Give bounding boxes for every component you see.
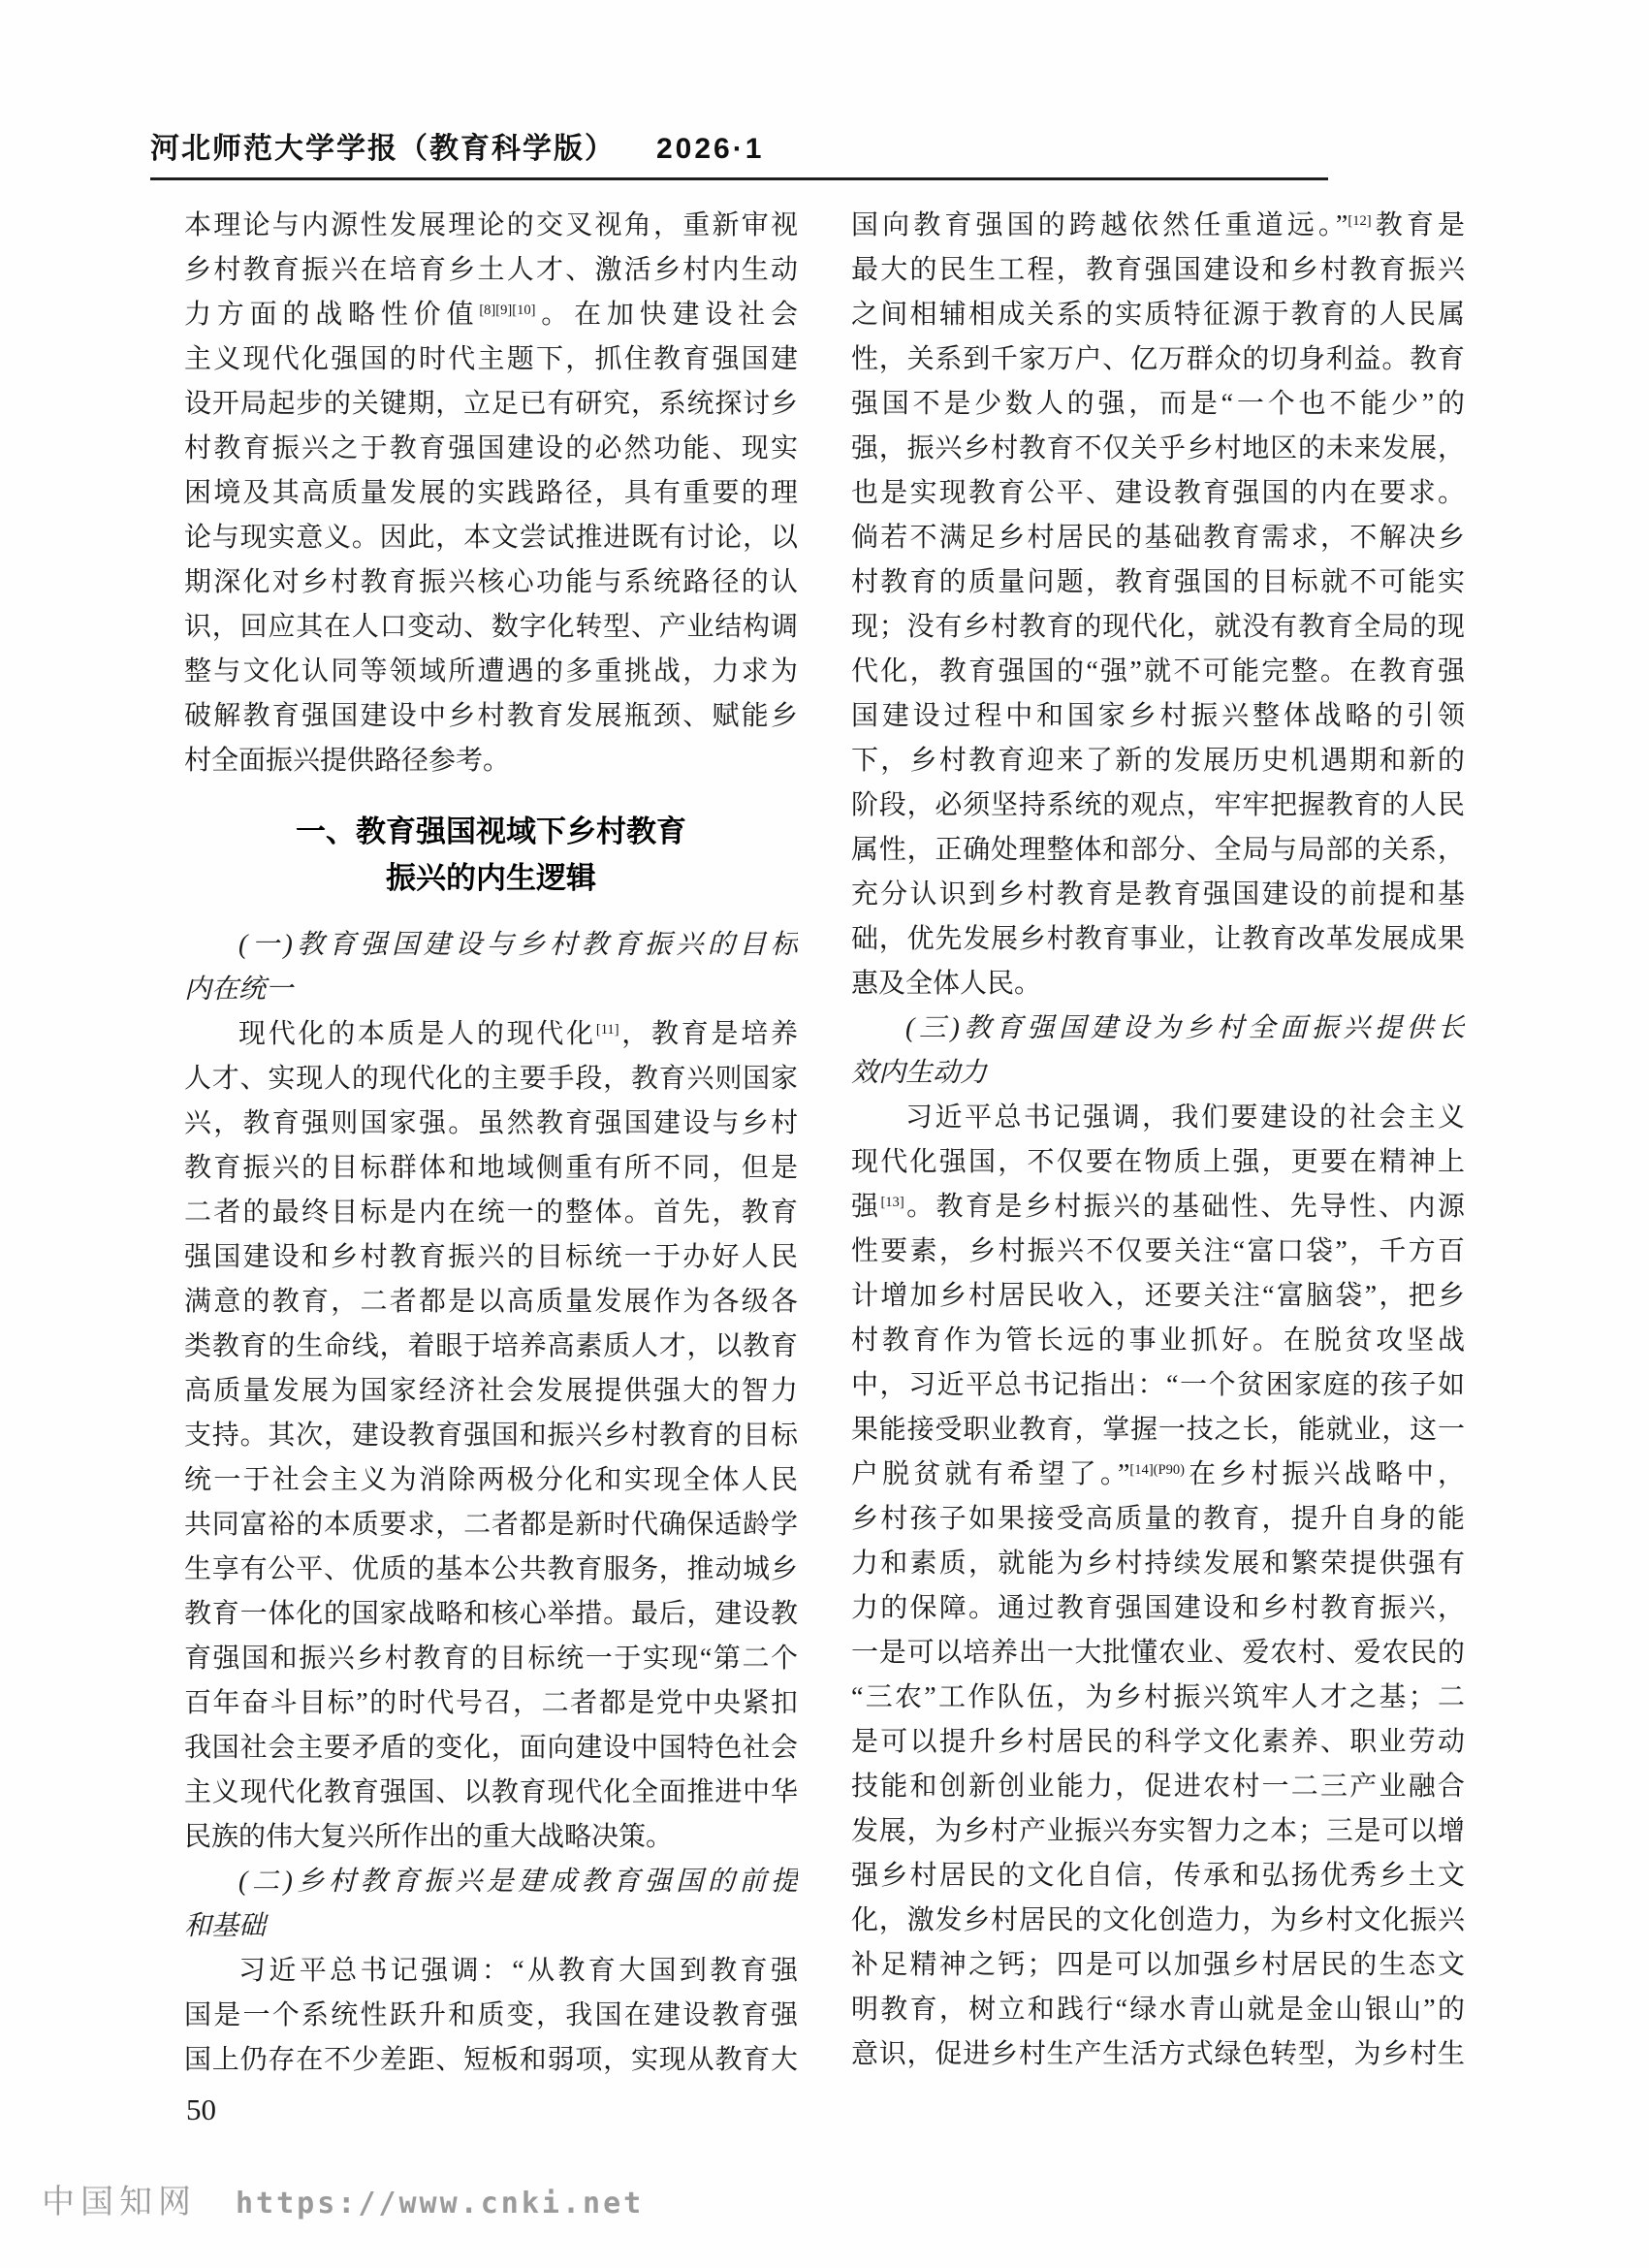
- text-line: 现代化强国，不仅要在物质上强，更要在精神上: [851, 1147, 1465, 1177]
- text-line: 属性，正确处理整体和部分、全局与局部的关系，: [851, 835, 1465, 865]
- text-line: 困境及其高质量发展的实践路径，具有重要的理: [184, 478, 798, 508]
- text-line: 育强国和振兴乡村教育的目标统一于实现“第二个: [184, 1644, 798, 1674]
- text-line: 人才、实现人的现代化的主要手段，教育兴则国家: [184, 1064, 798, 1094]
- left-column-top-text: [184, 204, 798, 783]
- text-line: 计增加乡村居民收入，还要关注“富脑袋”，把乡: [851, 1281, 1465, 1311]
- text-line: (三)教育强国建设为乡村全面振兴提供长: [905, 1013, 1465, 1043]
- text-line: 强国不是少数人的强，而是“一个也不能少”的: [851, 389, 1465, 419]
- text-line: 民族的伟大复兴所作出的重大战略决策。: [184, 1822, 674, 1852]
- journal-header: [150, 124, 764, 167]
- text-line: 础，优先发展乡村教育事业，让教育改革发展成果: [851, 924, 1465, 954]
- text-line: 补足精神之钙；四是可以加强乡村居民的生态文: [851, 1950, 1465, 1980]
- text-line: 满意的教育，二者都是以高质量发展作为各级各: [184, 1287, 798, 1317]
- text-line: 果能接受职业教育，掌握一技之长，能就业，这一: [851, 1415, 1465, 1445]
- text-line: (一)教育强国建设与乡村教育振兴的目标: [238, 930, 798, 960]
- text-line: 百年奋斗目标”的时代号召，二者都是党中央紧扣: [184, 1688, 798, 1718]
- text-line: 高质量发展为国家经济社会发展提供强大的智力: [184, 1376, 798, 1406]
- text-line: 强国建设和乡村教育振兴的目标统一于办好人民: [184, 1242, 798, 1272]
- text-line: 主义现代化强国的时代主题下，抓住教育强国建: [184, 344, 798, 374]
- text-line: 内在统一: [184, 974, 294, 1005]
- cnki-url-text: https://www.cnki.net: [236, 2187, 645, 2220]
- text-line: 共同富裕的本质要求，二者都是新时代确保适龄学: [184, 1510, 798, 1540]
- text-line: 性，关系到千家万户、亿万群众的切身利益。教育: [851, 344, 1465, 374]
- text-line: 强，振兴乡村教育不仅关乎乡村地区的未来发展，: [851, 433, 1465, 463]
- text-line: 村教育振兴之于教育强国建设的必然功能、现实: [184, 433, 798, 463]
- text-line: 强乡村居民的文化自信，传承和弘扬优秀乡土文: [851, 1861, 1465, 1891]
- journal-title: 河北师范大学学报（教育科学版）: [150, 133, 616, 165]
- text-line: 化，激发乡村居民的文化创造力，为乡村文化振兴: [851, 1905, 1465, 1935]
- text-line: 支持。其次，建设教育强国和振兴乡村教育的目标: [184, 1421, 798, 1451]
- text-line: 是可以提升乡村居民的科学文化素养、职业劳动: [851, 1727, 1465, 1757]
- text-line: 主义现代化教育强国、以教育现代化全面推进中华: [184, 1777, 798, 1807]
- text-line: 论与现实意义。因此，本文尝试推进既有讨论，以: [184, 523, 798, 553]
- text-line: 技能和创新创业能力，促进农村一二三产业融合: [851, 1772, 1465, 1802]
- text-line: 习近平总书记强调：“从教育大国到教育强: [238, 1956, 798, 1986]
- text-line: 意识，促进乡村生产生活方式绿色转型，为乡村生: [851, 2039, 1465, 2069]
- text-line: “三农”工作队伍，为乡村振兴筑牢人才之基；二: [851, 1682, 1465, 1712]
- cnki-watermark: [42, 2175, 644, 2222]
- text-line: 下，乡村教育迎来了新的发展历史机遇期和新的: [851, 746, 1465, 776]
- text-line: 现；没有乡村教育的现代化，就没有教育全局的现: [851, 612, 1465, 642]
- text-line: 代化，教育强国的“强”就不可能完整。在教育强: [851, 656, 1465, 687]
- text-line: 村教育的质量问题，教育强国的目标就不可能实: [851, 567, 1465, 597]
- page-number: 50: [186, 2092, 216, 2126]
- text-line: 效内生动力: [851, 1058, 988, 1088]
- text-line: 国建设过程中和国家乡村振兴整体战略的引领: [851, 701, 1465, 731]
- text-line: 教育振兴的目标群体和地域侧重有所不同，但是: [184, 1153, 798, 1183]
- text-line: 统一于社会主义为消除两极分化和实现全体人民: [184, 1465, 798, 1495]
- text-line: 乡村教育振兴在培育乡土人才、激活乡村内生动: [184, 255, 798, 285]
- cnki-brand-label: 中国知网: [42, 2185, 197, 2220]
- text-line: 阶段，必须坚持系统的观点，牢牢把握教育的人民: [851, 790, 1465, 820]
- text-line: 和基础: [184, 1911, 267, 1941]
- text-line: 乡村孩子如果接受高质量的教育，提升自身的能: [851, 1504, 1465, 1534]
- text-line: 村教育作为管长远的事业抓好。在脱贫攻坚战: [851, 1326, 1465, 1356]
- text-line: 发展，为乡村产业振兴夯实智力之本；三是可以增: [851, 1816, 1465, 1846]
- section-heading-line1: 一、教育强国视域下乡村教育: [296, 815, 686, 848]
- left-column-bottom-text: [184, 923, 798, 2083]
- text-line: 户脱贫就有希望了。”$^{[14](P90)}$在乡村振兴战略中，: [851, 1459, 1465, 1489]
- text-line: 识，回应其在人口变动、数字化转型、产业结构调: [184, 612, 798, 642]
- section-heading-line2: 振兴的内生逻辑: [386, 861, 596, 895]
- text-line: 力和素质，就能为乡村持续发展和繁荣提供强有: [851, 1549, 1465, 1579]
- text-line: 破解教育强国建设中乡村教育发展瓶颈、赋能乡: [184, 701, 798, 731]
- text-line: 二者的最终目标是内在统一的整体。首先，教育: [184, 1198, 798, 1228]
- text-line: 兴，教育强则国家强。虽然教育强国建设与乡村: [184, 1108, 798, 1138]
- text-line: 我国社会主要矛盾的变化，面向建设中国特色社会: [184, 1733, 798, 1763]
- text-line: 现代化的本质是人的现代化[11]，教育是培养: [238, 1019, 798, 1049]
- left-column: [184, 204, 798, 2083]
- right-column-text: [851, 204, 1465, 2077]
- text-line: 性要素，乡村振兴不仅要关注“富口袋”，千方百: [851, 1236, 1465, 1266]
- text-line: 设开局起步的关键期，立足已有研究，系统探讨乡: [184, 389, 798, 419]
- header-rule: [150, 177, 1328, 180]
- text-line: 倘若不满足乡村居民的基础教育需求，不解决乡: [851, 523, 1465, 553]
- text-line: 国上仍存在不少差距、短板和弱项，实现从教育大: [184, 2045, 798, 2075]
- text-line: 力的保障。通过教育强国建设和乡村教育振兴，: [851, 1593, 1465, 1623]
- text-line: 生享有公平、优质的基本公共教育服务，推动城乡: [184, 1554, 798, 1584]
- right-column: [851, 204, 1465, 2077]
- text-line: 力方面的战略性价值[8][9][10]。在加快建设社会: [184, 300, 798, 330]
- text-line: 本理论与内源性发展理论的交叉视角，重新审视: [184, 210, 798, 240]
- text-line: 也是实现教育公平、建设教育强国的内在要求。: [851, 478, 1465, 508]
- text-line: 习近平总书记强调，我们要建设的社会主义: [905, 1102, 1465, 1133]
- text-line: 明教育，树立和践行“绿水青山就是金山银山”的: [851, 1995, 1465, 2025]
- text-line: 一是可以培养出一大批懂农业、爱农村、爱农民的: [851, 1638, 1465, 1668]
- section-heading: [184, 809, 798, 902]
- text-line: 村全面振兴提供路径参考。: [184, 746, 511, 776]
- text-line: 国是一个系统性跃升和质变，我国在建设教育强: [184, 2000, 798, 2030]
- text-line: 整与文化认同等领域所遭遇的多重挑战，力求为: [184, 656, 798, 687]
- text-line: (二)乡村教育振兴是建成教育强国的前提: [238, 1867, 798, 1897]
- text-line: 中，习近平总书记指出：“一个贫困家庭的孩子如: [851, 1370, 1465, 1400]
- text-line: 强[13]。教育是乡村振兴的基础性、先导性、内源: [851, 1192, 1465, 1222]
- text-line: 之间相辅相成关系的实质特征源于教育的人民属: [851, 300, 1465, 330]
- text-line: 充分认识到乡村教育是教育强国建设的前提和基: [851, 879, 1465, 910]
- text-line: 最大的民生工程，教育强国建设和乡村教育振兴: [851, 255, 1465, 285]
- text-line: 惠及全体人民。: [851, 969, 1042, 999]
- text-line: 类教育的生命线，着眼于培养高素质人才，以教育: [184, 1331, 798, 1361]
- text-line: 国向教育强国的跨越依然任重道远。”[12]教育是: [851, 210, 1465, 240]
- text-line: 期深化对乡村教育振兴核心功能与系统路径的认: [184, 567, 798, 597]
- journal-issue: 2026·1: [656, 133, 765, 165]
- text-line: 教育一体化的国家战略和核心举措。最后，建设教: [184, 1599, 798, 1629]
